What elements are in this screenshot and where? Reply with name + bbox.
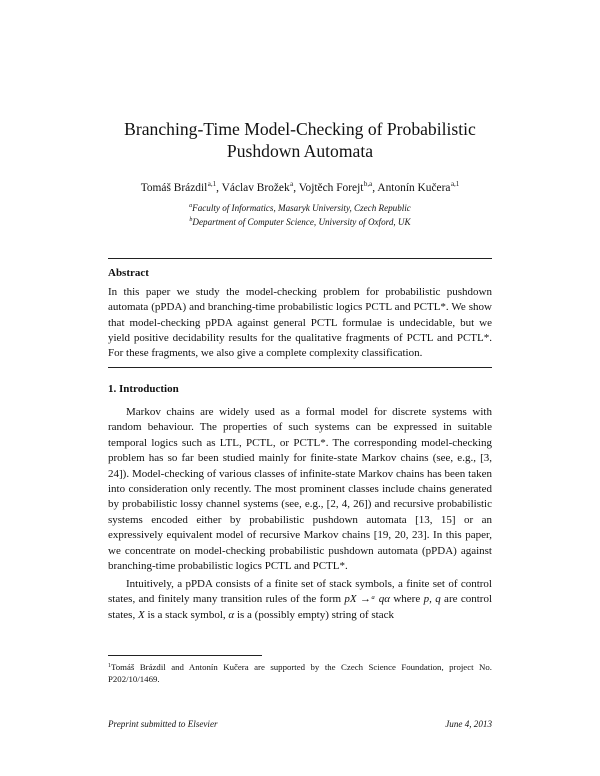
author-sup: a,1 (450, 180, 460, 188)
abstract-text: In this paper we study the model-checking problem for probabilistic pushdown automata (pPDA) and branching-time probabilistic logics PCTL and PCTL*. We show that model-checking pPDA against general PCTL formulae is undecidable, but we yield positive decidability results for the qualitative fragments of PCTL and PCTL*. For these fragments, we also give a complete complexity classification. (108, 286, 492, 360)
abstract-bottom-rule (108, 367, 492, 368)
intro-paragraph-1: Markov chains are widely used as a formal model for discrete systems with random behaviour. The properties of such systems can be expressed in suitable temporal logics such as LTL, PCTL, or PCTL*. The corresponding model-checking problem has so far been studied mainly for finite-state Markov chains (see, e.g., [3, 24]). Model-checking of various classes of infinite-state Markov chains has been taken into consideration only recently. The most prominent classes include chains generated by probabilistic lossy channel systems (see, e.g., [2, 4, 26]) and recursive probabilistic systems encoded either by probabilistic pushdown automata [13, 15] or an expressively equivalent model of recursive Markov chains [19, 20, 23]. In this paper, we concentrate on model-checking probabilistic pushdown automata (pPDA) against branching-time probabilistic logics PCTL and PCTL*. (108, 406, 492, 573)
intro-paragraph-2: Intuitively, a pPDA consists of a finite set of stack symbols, a finite set of control states, and finitely many transition rules of the form pX →ᵃ qα where p, q are control states, X is a stack symbol, α is a (possibly empty) string of stack (108, 578, 492, 621)
author-name: Antonín Kučera (377, 182, 451, 194)
author-name: Václav Brožek (221, 182, 290, 194)
author-list: Tomáš Brázdil$^{a,1}$, Václav Brožek$^a$, Vojtěch Forejt$^{b,a}$, Antonín Kučera$^{a,1}$ (140, 180, 460, 194)
transition-rule-formula: pX →ᵃ qα (344, 593, 390, 606)
author-name: Tomáš Brázdil (140, 182, 208, 194)
affiliation-a: $^a$Faculty of Informatics, Masaryk University, Czech Republic (189, 203, 411, 213)
author-sup: a (290, 180, 294, 188)
footer-date: June 4, 2013 (445, 719, 492, 729)
footnote-rule (108, 655, 262, 656)
math-pq: p, q (423, 593, 441, 606)
author-sup: b,a (363, 180, 373, 188)
footnote (108, 660, 492, 685)
paper-title (0, 118, 600, 162)
math-X: X (137, 608, 145, 621)
author-name: Vojtěch Forejt (298, 182, 364, 194)
section-heading-introduction: 1. Introduction (108, 383, 179, 395)
title-line-2: Pushdown Automata (226, 141, 374, 161)
math-alpha: α (228, 608, 235, 621)
footnote-marker: 1 (108, 663, 111, 669)
title-line-1: Branching-Time Model-Checking of Probabilistic (124, 119, 476, 139)
preprint-note: Preprint submitted to Elsevier (108, 719, 218, 729)
footnote-text: Tomáš Brázdil and Antonín Kučera are supported by the Czech Science Foundation, project No. P202/10/1469. (108, 662, 492, 684)
affiliations (0, 200, 600, 228)
abstract-heading: Abstract (108, 267, 149, 279)
affiliation-b: $^b$Department of Computer Science, University of Oxford, UK (189, 217, 411, 227)
abstract-top-rule (108, 258, 492, 259)
author-sup: a,1 (207, 180, 217, 188)
